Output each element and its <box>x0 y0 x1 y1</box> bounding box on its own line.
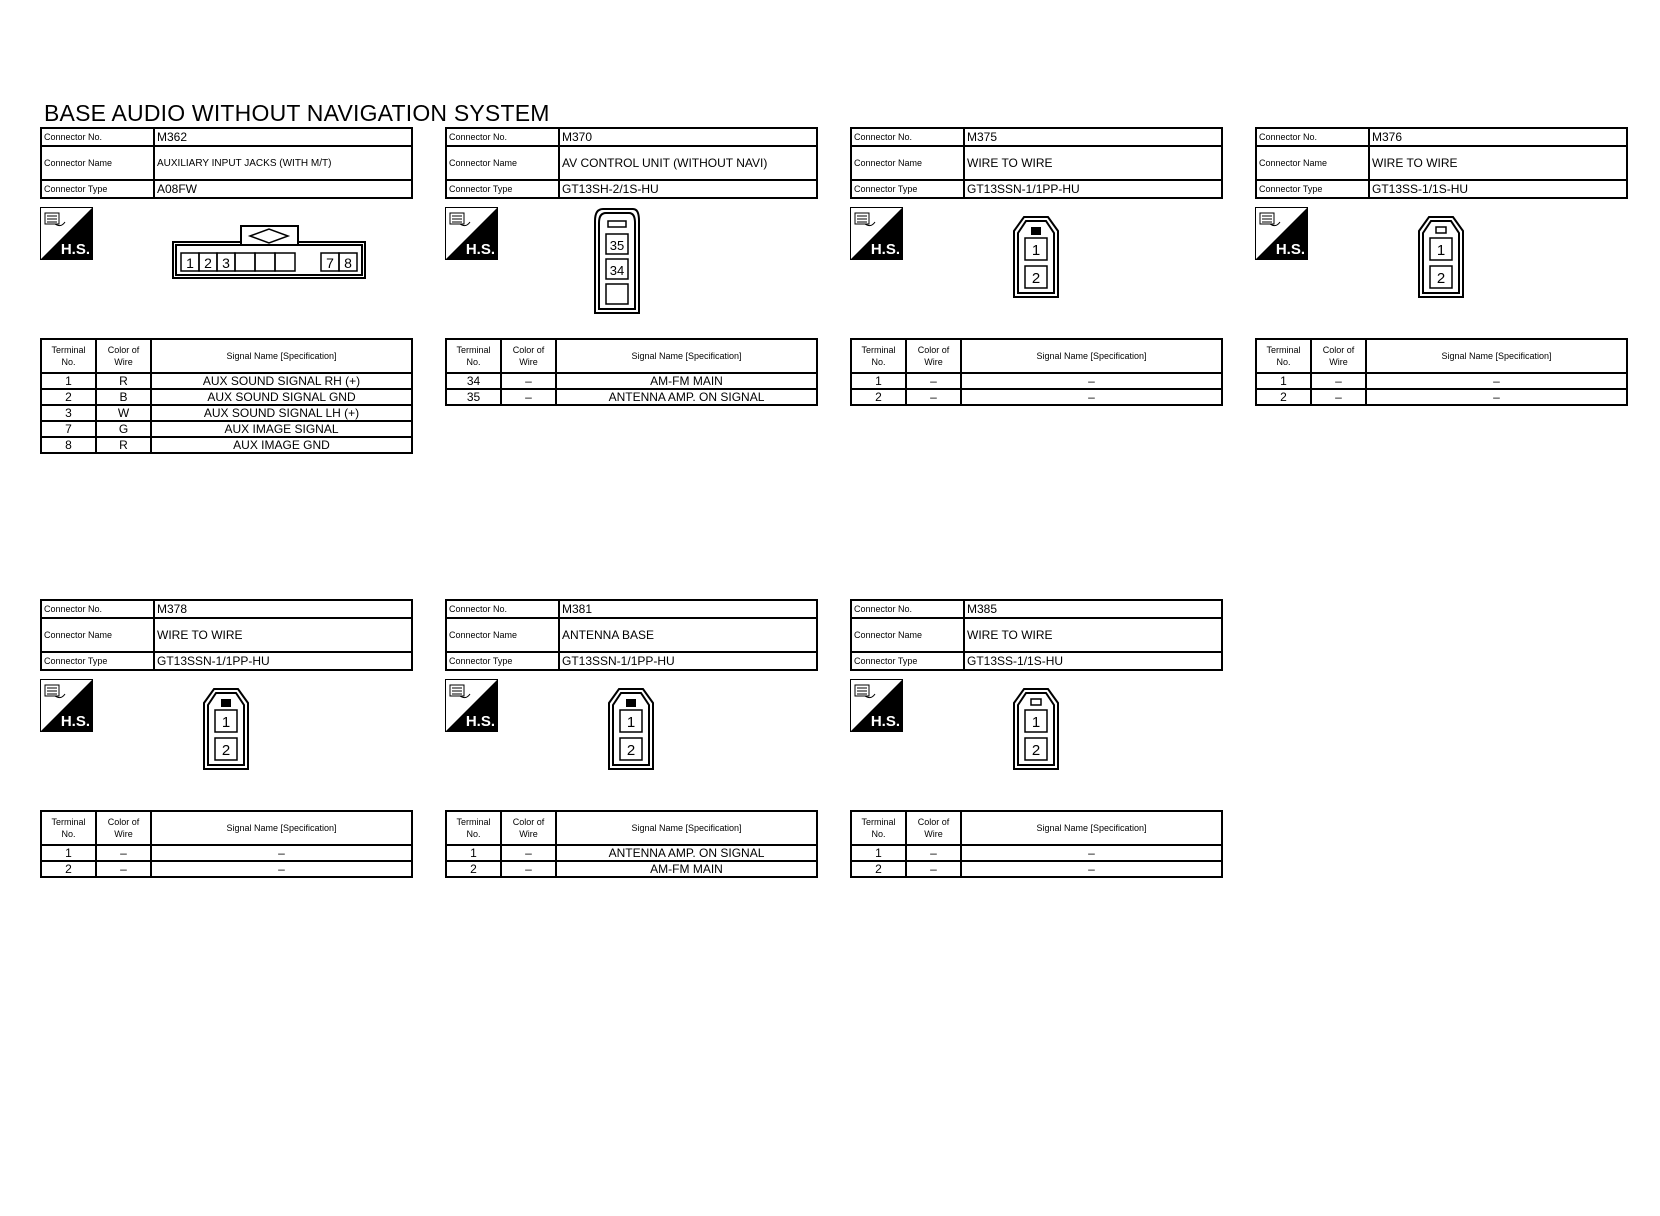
terminal-no-cell: 2 <box>1256 389 1311 405</box>
table-row <box>41 437 412 453</box>
header-text: No. <box>871 357 886 367</box>
connector-name-label: Connector Name <box>446 618 559 652</box>
terminal-no-cell: 2 <box>41 861 96 877</box>
table-row <box>446 845 817 861</box>
terminal-table <box>445 338 818 406</box>
connector-info-table <box>40 599 413 671</box>
header-text: No. <box>871 829 886 839</box>
header-text: No. <box>61 357 76 367</box>
terminal-no-cell: 7 <box>41 421 96 437</box>
hs-label: H.S. <box>870 241 900 258</box>
pin-2: 2 <box>1436 270 1446 287</box>
pin-1: 1 <box>626 714 636 731</box>
connector-type-value: A08FW <box>154 180 412 198</box>
connector-type-label: Connector Type <box>446 180 559 198</box>
terminal-no-cell: 3 <box>41 405 96 421</box>
connector-block-m376 <box>1255 127 1628 404</box>
wire-color-cell: – <box>501 373 556 389</box>
terminal-no-header <box>446 811 501 845</box>
header-text: Terminal <box>861 817 896 827</box>
wire-color-cell: W <box>96 405 151 421</box>
connector-name-label: Connector Name <box>41 618 154 652</box>
connector-info-table <box>445 127 818 199</box>
signal-name-cell: ANTENNA AMP. ON SIGNAL <box>556 389 817 405</box>
hs-label: H.S. <box>465 713 495 730</box>
connector-type-label: Connector Type <box>446 652 559 670</box>
wire-color-cell: R <box>96 437 151 453</box>
connector-block-m375 <box>850 127 1223 404</box>
table-row <box>41 861 412 877</box>
connector-face-m376 <box>1315 205 1628 335</box>
harness-side-icon <box>40 679 93 732</box>
table-row <box>446 861 817 877</box>
header-text: Terminal <box>456 817 491 827</box>
header-text: No. <box>1276 357 1291 367</box>
connector-name-label: Connector Name <box>446 146 559 180</box>
pin-35: 35 <box>609 238 625 253</box>
connector-no-value: M375 <box>964 128 1222 146</box>
connector-no-label: Connector No. <box>1256 128 1369 146</box>
terminal-no-cell: 2 <box>446 861 501 877</box>
connector-no-value: M370 <box>559 128 817 146</box>
harness-side-icon <box>40 207 93 260</box>
terminal-no-cell: 34 <box>446 373 501 389</box>
terminal-no-cell: 2 <box>41 389 96 405</box>
signal-name-cell: – <box>961 373 1222 389</box>
header-text: No. <box>466 829 481 839</box>
connector-name-value: WIRE TO WIRE <box>964 618 1222 652</box>
connector-no-label: Connector No. <box>41 600 154 618</box>
header-text: Color of <box>917 345 950 355</box>
wire-color-cell: – <box>906 845 961 861</box>
signal-name-header: Signal Name [Specification] <box>1366 339 1627 373</box>
wire-color-cell: – <box>1311 373 1366 389</box>
wire-color-cell: G <box>96 421 151 437</box>
connector-name-value: AUXILIARY INPUT JACKS (WITH M/T) <box>154 146 412 180</box>
table-row <box>41 405 412 421</box>
connector-name-label: Connector Name <box>1256 146 1369 180</box>
hs-label: H.S. <box>1275 241 1305 258</box>
signal-name-cell: – <box>1366 373 1627 389</box>
pin-2: 2 <box>1031 270 1041 287</box>
connector-type-label: Connector Type <box>851 652 964 670</box>
connector-face-m381 <box>505 677 818 807</box>
wire-color-cell: – <box>501 389 556 405</box>
pin-2: 2 <box>626 742 636 759</box>
pin-34: 34 <box>609 263 625 278</box>
connector-type-label: Connector Type <box>41 652 154 670</box>
hs-label: H.S. <box>60 713 90 730</box>
connector-block-m385 <box>850 599 1223 876</box>
wire-color-cell: – <box>906 861 961 877</box>
signal-name-header: Signal Name [Specification] <box>151 339 412 373</box>
pin-2: 2 <box>221 742 231 759</box>
signal-name-header: Signal Name [Specification] <box>556 811 817 845</box>
header-text: Color of <box>107 817 140 827</box>
connector-block-m378 <box>40 599 413 876</box>
connector-no-value: M378 <box>154 600 412 618</box>
wire-color-cell: – <box>906 389 961 405</box>
color-of-wire-header <box>906 339 961 373</box>
connector-no-label: Connector No. <box>446 600 559 618</box>
connector-no-label: Connector No. <box>446 128 559 146</box>
header-text: Terminal <box>1266 345 1301 355</box>
header-text: Wire <box>519 829 538 839</box>
terminal-no-cell: 2 <box>851 389 906 405</box>
signal-name-cell: – <box>961 389 1222 405</box>
header-text: Color of <box>512 345 545 355</box>
table-row <box>41 845 412 861</box>
connector-info-table <box>40 127 413 199</box>
signal-name-header: Signal Name [Specification] <box>556 339 817 373</box>
pin-3: 3 <box>222 255 230 271</box>
signal-name-cell: AM-FM MAIN <box>556 861 817 877</box>
header-text: Wire <box>924 357 943 367</box>
pin-2: 2 <box>1031 742 1041 759</box>
wire-color-cell: – <box>906 373 961 389</box>
terminal-no-cell: 1 <box>446 845 501 861</box>
pin-1: 1 <box>1031 714 1041 731</box>
signal-name-header: Signal Name [Specification] <box>151 811 412 845</box>
signal-name-cell: – <box>151 845 412 861</box>
signal-name-cell: – <box>961 861 1222 877</box>
signal-name-header: Signal Name [Specification] <box>961 339 1222 373</box>
hs-label: H.S. <box>870 713 900 730</box>
terminal-table <box>850 338 1223 406</box>
pin-7: 7 <box>326 255 334 271</box>
connector-type-value: GT13SH-2/1S-HU <box>559 180 817 198</box>
terminal-table <box>40 810 413 878</box>
connector-name-value: WIRE TO WIRE <box>964 146 1222 180</box>
connector-type-value: GT13SSN-1/1PP-HU <box>964 180 1222 198</box>
connector-info-table <box>850 599 1223 671</box>
harness-side-icon <box>445 679 498 732</box>
table-row <box>41 389 412 405</box>
connector-no-value: M385 <box>964 600 1222 618</box>
connector-info-table <box>850 127 1223 199</box>
terminal-no-cell: 35 <box>446 389 501 405</box>
wire-color-cell: – <box>96 845 151 861</box>
terminal-no-header <box>851 811 906 845</box>
connector-no-label: Connector No. <box>41 128 154 146</box>
wire-color-cell: – <box>1311 389 1366 405</box>
terminal-table <box>40 338 413 454</box>
header-text: Wire <box>1329 357 1348 367</box>
color-of-wire-header <box>96 811 151 845</box>
color-of-wire-header <box>501 811 556 845</box>
terminal-table <box>445 810 818 878</box>
connector-type-value: GT13SS-1/1S-HU <box>1369 180 1627 198</box>
header-text: Color of <box>1322 345 1355 355</box>
header-text: Wire <box>924 829 943 839</box>
connector-name-label: Connector Name <box>41 146 154 180</box>
terminal-no-header <box>1256 339 1311 373</box>
hs-label: H.S. <box>60 241 90 258</box>
harness-side-icon <box>1255 207 1308 260</box>
signal-name-cell: AUX SOUND SIGNAL RH (+) <box>151 373 412 389</box>
connector-name-value: AV CONTROL UNIT (WITHOUT NAVI) <box>559 146 817 180</box>
terminal-no-header <box>41 811 96 845</box>
harness-side-icon <box>850 679 903 732</box>
connector-type-value: GT13SSN-1/1PP-HU <box>559 652 817 670</box>
hs-label: H.S. <box>465 241 495 258</box>
header-text: Color of <box>917 817 950 827</box>
connector-face-m375 <box>910 205 1223 335</box>
terminal-table <box>850 810 1223 878</box>
terminal-no-cell: 2 <box>851 861 906 877</box>
color-of-wire-header <box>906 811 961 845</box>
terminal-no-cell: 1 <box>41 845 96 861</box>
connector-block-m370 <box>445 127 818 404</box>
terminal-no-cell: 1 <box>1256 373 1311 389</box>
signal-name-cell: AUX SOUND SIGNAL GND <box>151 389 412 405</box>
table-row <box>851 861 1222 877</box>
table-row <box>1256 373 1627 389</box>
color-of-wire-header <box>501 339 556 373</box>
connector-no-value: M381 <box>559 600 817 618</box>
terminal-no-cell: 1 <box>41 373 96 389</box>
signal-name-cell: AUX SOUND SIGNAL LH (+) <box>151 405 412 421</box>
connector-type-label: Connector Type <box>41 180 154 198</box>
terminal-no-header <box>446 339 501 373</box>
table-row <box>851 373 1222 389</box>
harness-side-icon <box>445 207 498 260</box>
connector-no-value: M362 <box>154 128 412 146</box>
header-text: No. <box>466 357 481 367</box>
wire-color-cell: – <box>96 861 151 877</box>
connector-name-value: WIRE TO WIRE <box>154 618 412 652</box>
connector-name-label: Connector Name <box>851 618 964 652</box>
terminal-no-cell: 1 <box>851 845 906 861</box>
connector-name-value: ANTENNA BASE <box>559 618 817 652</box>
table-row <box>41 421 412 437</box>
signal-name-cell: AUX IMAGE SIGNAL <box>151 421 412 437</box>
signal-name-cell: AUX IMAGE GND <box>151 437 412 453</box>
signal-name-header: Signal Name [Specification] <box>961 811 1222 845</box>
connector-type-label: Connector Type <box>851 180 964 198</box>
wire-color-cell: – <box>501 861 556 877</box>
pin-1: 1 <box>186 255 194 271</box>
page-title: BASE AUDIO WITHOUT NAVIGATION SYSTEM <box>44 100 550 126</box>
connector-info-table <box>445 599 818 671</box>
connector-no-value: M376 <box>1369 128 1627 146</box>
terminal-table <box>1255 338 1628 406</box>
pin-1: 1 <box>1436 242 1446 259</box>
terminal-no-header <box>41 339 96 373</box>
wire-color-cell: R <box>96 373 151 389</box>
harness-side-icon <box>850 207 903 260</box>
connector-no-label: Connector No. <box>851 128 964 146</box>
header-text: Wire <box>114 829 133 839</box>
terminal-no-header <box>851 339 906 373</box>
signal-name-cell: – <box>1366 389 1627 405</box>
color-of-wire-header <box>96 339 151 373</box>
header-text: Terminal <box>456 345 491 355</box>
terminal-no-cell: 8 <box>41 437 96 453</box>
header-text: Terminal <box>51 345 86 355</box>
signal-name-cell: ANTENNA AMP. ON SIGNAL <box>556 845 817 861</box>
connector-type-value: GT13SSN-1/1PP-HU <box>154 652 412 670</box>
header-text: Color of <box>107 345 140 355</box>
table-row <box>1256 389 1627 405</box>
terminal-no-cell: 1 <box>851 373 906 389</box>
header-text: Terminal <box>51 817 86 827</box>
header-text: Wire <box>519 357 538 367</box>
connector-name-label: Connector Name <box>851 146 964 180</box>
connector-face-m370 <box>505 205 818 335</box>
table-row <box>446 389 817 405</box>
header-text: Color of <box>512 817 545 827</box>
connector-face-m385 <box>910 677 1223 807</box>
connector-info-table <box>1255 127 1628 199</box>
signal-name-cell: – <box>961 845 1222 861</box>
connector-type-label: Connector Type <box>1256 180 1369 198</box>
header-text: Wire <box>114 357 133 367</box>
wire-color-cell: B <box>96 389 151 405</box>
connector-name-value: WIRE TO WIRE <box>1369 146 1627 180</box>
color-of-wire-header <box>1311 339 1366 373</box>
connector-block-m381 <box>445 599 818 876</box>
pin-2: 2 <box>204 255 212 271</box>
table-row <box>446 373 817 389</box>
wire-color-cell: – <box>501 845 556 861</box>
connector-face-m378 <box>100 677 413 807</box>
header-text: Terminal <box>861 345 896 355</box>
table-row <box>851 845 1222 861</box>
signal-name-cell: – <box>151 861 412 877</box>
connector-face-m362 <box>100 205 413 335</box>
signal-name-cell: AM-FM MAIN <box>556 373 817 389</box>
pin-1: 1 <box>221 714 231 731</box>
connector-no-label: Connector No. <box>851 600 964 618</box>
connector-block-m362 <box>40 127 413 452</box>
table-row <box>41 373 412 389</box>
pin-1: 1 <box>1031 242 1041 259</box>
header-text: No. <box>61 829 76 839</box>
pin-8: 8 <box>344 255 352 271</box>
connector-type-value: GT13SS-1/1S-HU <box>964 652 1222 670</box>
table-row <box>851 389 1222 405</box>
